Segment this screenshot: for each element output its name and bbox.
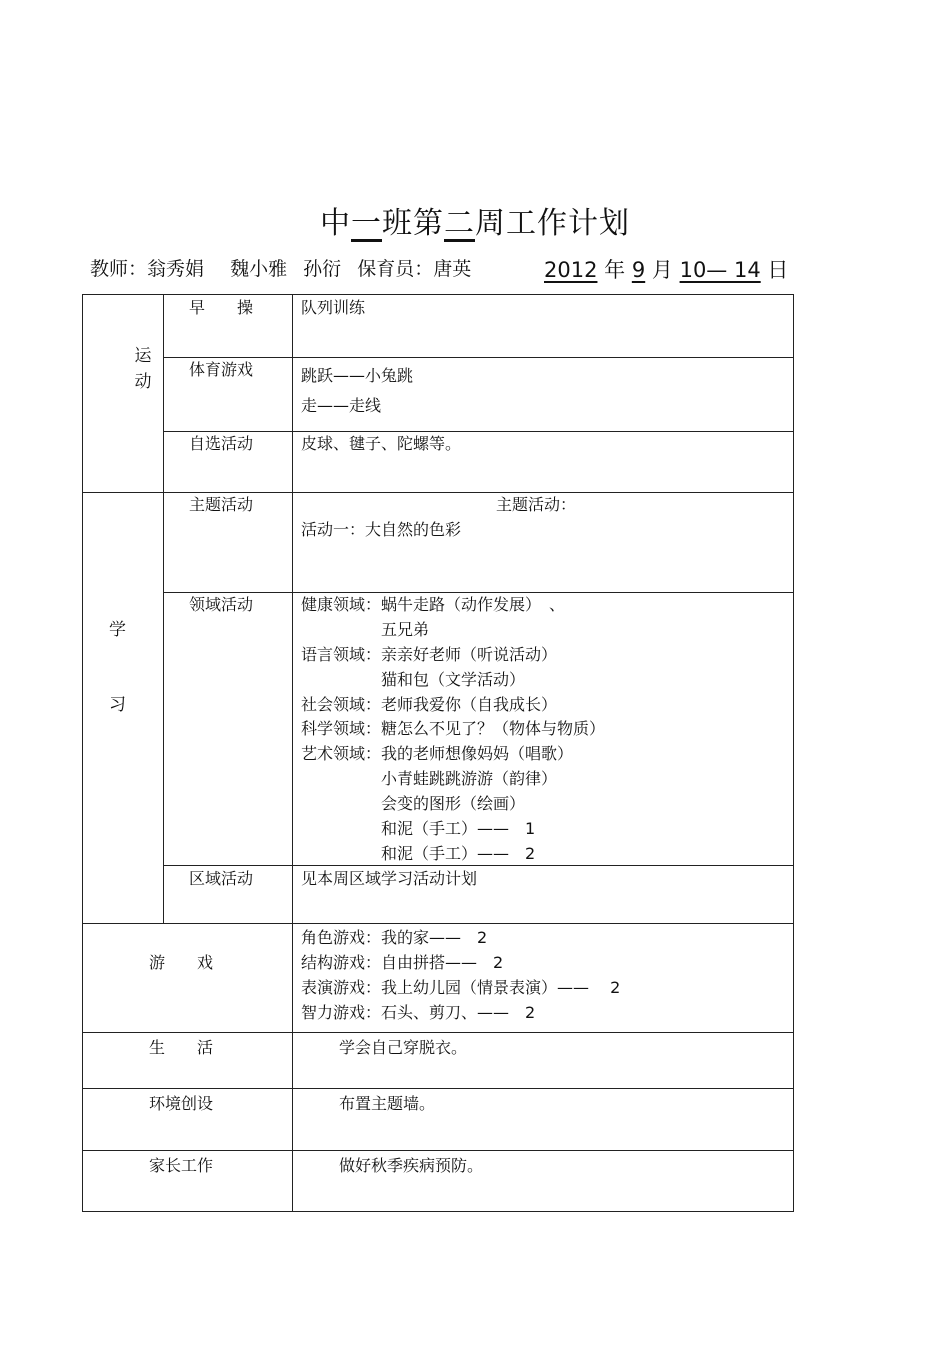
page-title: 中一班第二周工作计划 xyxy=(320,206,630,241)
row-divider xyxy=(83,1088,794,1089)
staff-line xyxy=(90,254,471,281)
domain-line: 社会领域：老师我爱你（自我成长） xyxy=(301,695,558,714)
domain-line: 小青蛙跳跳游游（韵律） xyxy=(301,769,558,788)
label-game: 游 戏 xyxy=(149,953,214,972)
label-environment: 环境创设 xyxy=(149,1094,214,1113)
title-underlined-2: 二 xyxy=(444,206,475,241)
title-underlined-1: 一 xyxy=(351,206,382,241)
game-line: 角色游戏：我的家—— 2 xyxy=(301,928,488,947)
caregiver-name: 唐英 xyxy=(433,258,472,280)
teacher-label: 教师： xyxy=(90,258,148,280)
row-divider xyxy=(163,431,794,432)
content-morning-exercise: 队列训练 xyxy=(301,298,366,317)
plan-table xyxy=(82,294,794,1212)
date-days: 10— 14 xyxy=(679,258,761,282)
label-morning-exercise: 早 操 xyxy=(189,298,254,317)
content-pe-game-2: 走——走线 xyxy=(301,396,382,415)
label-pe-game: 体育游戏 xyxy=(189,360,254,379)
domain-line: 和泥（手工）—— 1 xyxy=(301,819,536,838)
row-divider xyxy=(83,1150,794,1151)
domain-line: 和泥（手工）—— 2 xyxy=(301,844,536,863)
domain-line: 健康领域：蜗牛走路（动作发展） 、 xyxy=(301,595,566,614)
label-theme-activity: 主题活动 xyxy=(189,495,254,514)
content-life: 学会自己穿脱衣。 xyxy=(339,1038,468,1057)
category-sport: 运 动 xyxy=(134,346,152,392)
column-divider xyxy=(292,295,293,1212)
theme-activity-1: 活动一：大自然的色彩 xyxy=(301,520,462,539)
label-parents: 家长工作 xyxy=(149,1156,214,1175)
theme-heading: 主题活动： xyxy=(496,495,577,514)
label-life: 生 活 xyxy=(149,1038,214,1057)
content-pe-game-1: 跳跃——小兔跳 xyxy=(301,366,414,385)
row-divider xyxy=(163,357,794,358)
date-month-unit: 月 xyxy=(651,258,673,282)
teacher-name-3: 孙衍 xyxy=(303,258,342,280)
content-free-activity: 皮球、毽子、陀螺等。 xyxy=(301,434,462,453)
category-study-char-1: 学 xyxy=(109,620,126,640)
caregiver-label: 保育员： xyxy=(357,258,434,280)
date-day-unit: 日 xyxy=(767,258,789,282)
content-area-activity: 见本周区域学习活动计划 xyxy=(301,869,478,888)
date-line xyxy=(544,254,788,284)
domain-line: 五兄弟 xyxy=(301,620,430,639)
category-study-char-2: 习 xyxy=(109,695,126,715)
content-environment: 布置主题墙。 xyxy=(339,1094,436,1113)
label-area-activity: 区域活动 xyxy=(189,869,254,888)
date-year: 2012 xyxy=(544,258,598,282)
column-divider xyxy=(163,295,164,923)
content-parents: 做好秋季疾病预防。 xyxy=(339,1156,484,1175)
domain-line: 猫和包（文学活动） xyxy=(301,670,526,689)
domain-line: 科学领域：糖怎么不见了？（物体与物质） xyxy=(301,719,606,738)
date-month: 9 xyxy=(631,258,646,282)
domain-line: 语言领域：亲亲好老师（听说活动） xyxy=(301,645,558,664)
row-divider xyxy=(83,923,794,924)
game-line: 结构游戏：自由拼搭—— 2 xyxy=(301,953,504,972)
domain-line: 艺术领域：我的老师想像妈妈（唱歌） xyxy=(301,744,574,763)
date-year-unit: 年 xyxy=(604,258,626,282)
game-line: 智力游戏：石头、剪刀、—— 2 xyxy=(301,1003,536,1022)
domain-line: 会变的图形（绘画） xyxy=(301,794,526,813)
teacher-name-2: 魏小雅 xyxy=(230,258,288,280)
teacher-name-1: 翁秀娟 xyxy=(147,258,205,280)
game-line: 表演游戏：我上幼儿园（情景表演）—— 2 xyxy=(301,978,621,997)
label-domain-activity: 领域活动 xyxy=(189,595,254,614)
row-divider xyxy=(83,1032,794,1033)
label-free-activity: 自选活动 xyxy=(189,434,254,453)
